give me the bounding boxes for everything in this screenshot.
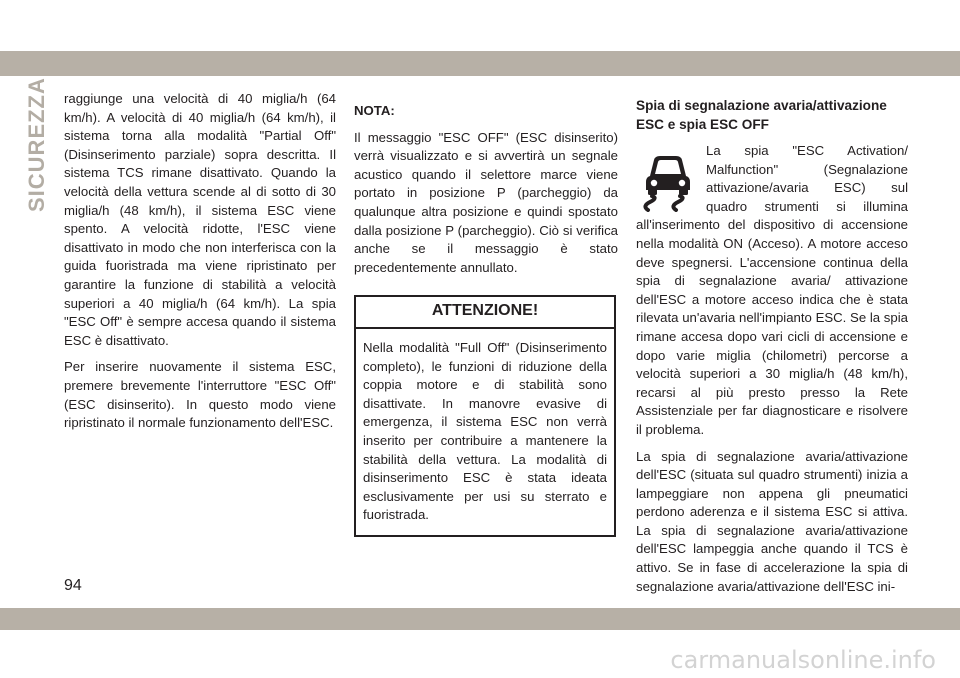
section-heading: Spia di segnalazione avaria/attivazione ESC e spia ESC OFF [636, 98, 887, 132]
top-margin [0, 0, 960, 51]
watermark: carmanualsonline.info [670, 646, 936, 674]
section-tab: SICUREZZA [24, 77, 49, 212]
column-middle [354, 102, 618, 537]
header-bar [0, 51, 960, 76]
paragraph: Per inserire nuovamente il sistema ESC, premere brevemente l'interruttore "ESC Off" (ESC disinserito). In questo modo viene ripristinato il normale funzionamento dell'ESC. [64, 359, 336, 431]
warning-text: Nella modalità "Full Off" (Disinserimento completo), le funzioni di riduzione della coppia motore e di stabilità sono disattivate. In manovre evasive di emergenza, il sistema ESC non verrà inserito per contribuire a mantenere la stabilità della vettura. La modalità di disinserimento ESC è stata ideata esclusivamente per usi su sterrato e fuoristrada. [363, 339, 607, 523]
note-title: NOTA: [354, 103, 395, 118]
footer-bar [0, 608, 960, 630]
esc-skid-icon [636, 146, 700, 212]
column-right [636, 96, 908, 604]
note-text: Il messaggio "ESC OFF" (ESC disinserito) verrà visualizzato e si avvertirà un segnale acustico quando il selettore marce viene portato in posizione P (parcheggio) da qualunque altra posizione e quindi spostato dalla posizione P (parcheggio). Ciò si verifica anche se il messaggio è stato precedentemente annullato. [354, 129, 618, 275]
warning-title: ATTENZIONE! [356, 297, 614, 329]
page-number: 94 [64, 577, 82, 594]
paragraph: raggiunge una velocità di 40 miglia/h (64 km/h). A velocità di 40 miglia/h (64 km/h), il sistema torna alla modalità "Partial Off" (Disinserimento parziale) sopra descritta. Il sistema TCS rimane disattivato. Quando la velocità della vettura scende al di sotto di 30 miglia/h (48 km/h), il sistema ESC viene spento. A velocità ridotte, l'ESC viene disattivato in modo che non interferisca con la guida fuoristrada ma viene ripristinato per garantire la funzione di stabilità a velocità superiori a 40 miglia/h (64 km/h). La spia "ESC Off" è sempre accesa quando il sistema ESC è disattivato. [64, 91, 336, 348]
paragraph: La spia di segnalazione avaria/attivazione dell'ESC (situata sul quadro strumenti) inizia a lampeggiare non appena gli pneumatici perdono aderenza e il sistema ESC si attiva. La spia di segnalazione avaria/attivazione dell'ESC lampeggia anche quando il TCS è attivo. Se in fase di accelerazione la spia di segnalazione avaria/attivazione dell'ESC ini- [636, 448, 908, 594]
warning-box [354, 295, 616, 537]
paragraph: La spia "ESC Activation/ Malfunction" (Segnalazione attivazione/avaria ESC) sul quadro strumenti si illumina all'inserimento del dispositivo di accensione nella modalità ON (Acceso). A motore acceso deve spegnersi. L'accensione continua della spia di segnalazione avaria/ attivazione dell'ESC a motore acceso indica che è stata rilevata un'avaria nell'impianto ESC. Se la spia rimane accesa dopo vari cicli di accensione e dopo varie miglia (chilometri) percorse a velocità superiori a 30 miglia/h (48 km/h), recarsi al più presto presso la Rete Assistenziale per far diagnosticare e risolvere il problema. [636, 143, 908, 437]
column-left [64, 90, 336, 441]
